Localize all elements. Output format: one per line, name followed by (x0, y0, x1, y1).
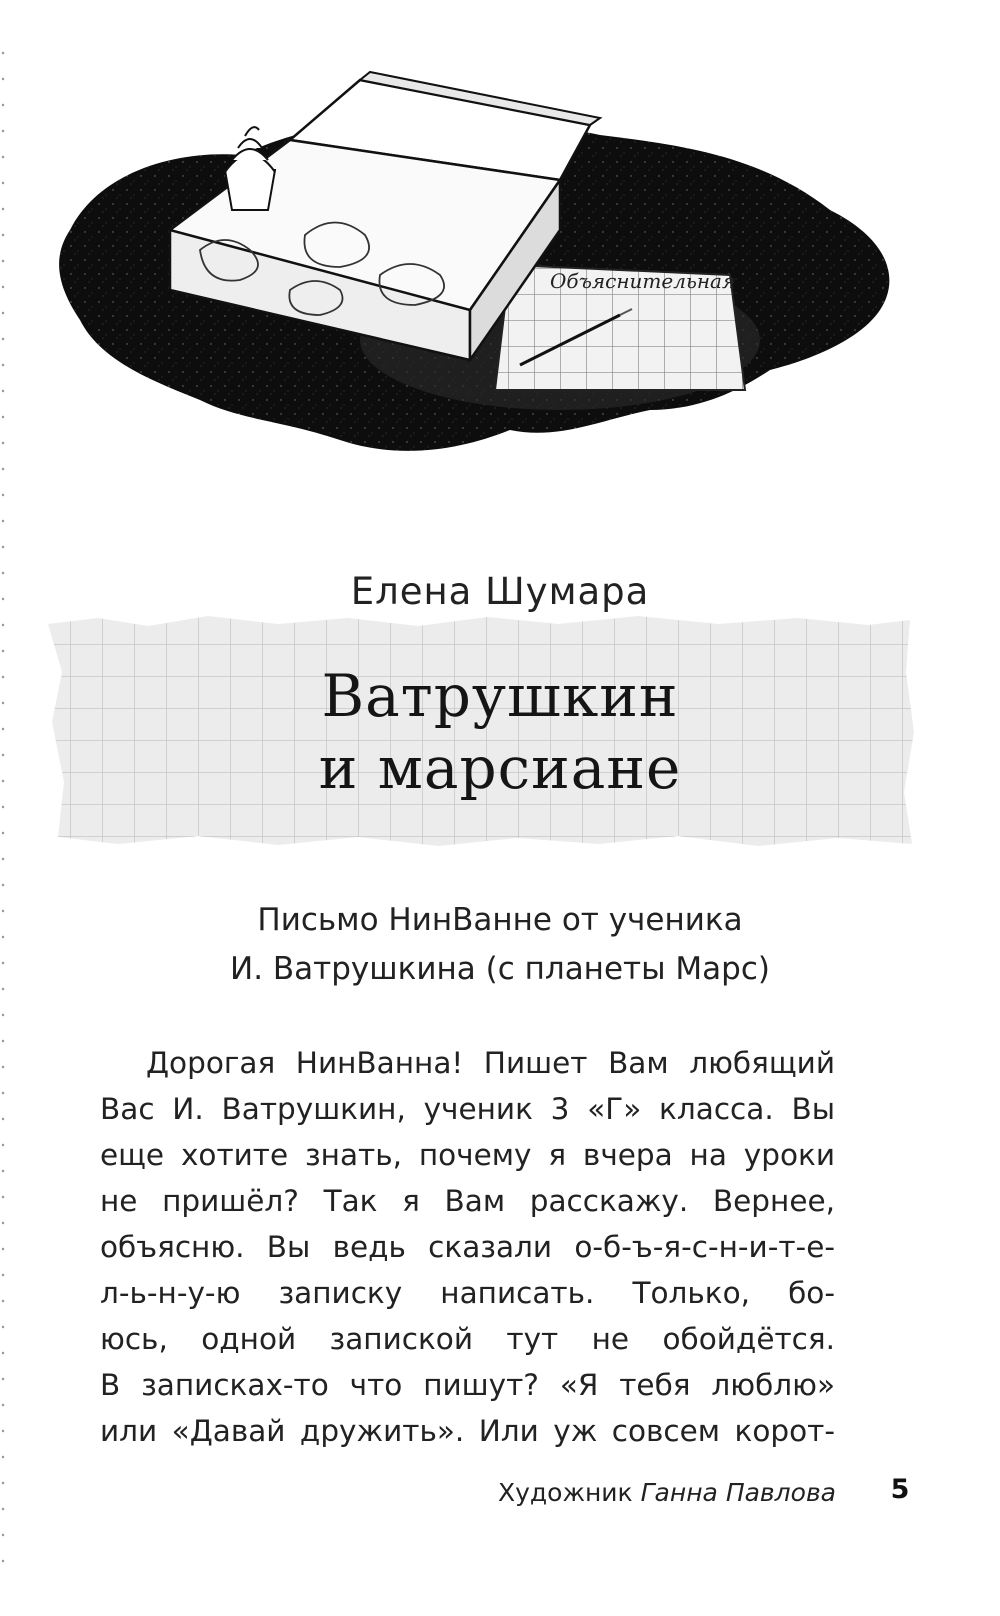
page-number: 5 (890, 1474, 910, 1505)
body-line: объясню. Вы ведь сказали о-б-ъ-я-с-н-и-т-е- (100, 1230, 835, 1264)
author-name: Елена Шумара (350, 570, 650, 613)
artist-name: Ганна Павлова (640, 1478, 836, 1507)
body-line: Вас И. Ватрушкин, ученик 3 «Г» класса. Вы (100, 1092, 835, 1126)
note-heading: Объяснительная (550, 269, 736, 293)
body-line: л-ь-н-у-ю записку написать. Только, бо- (100, 1276, 835, 1310)
body-line: В записках-то что пишут? «Я тебя люблю» (100, 1368, 835, 1402)
body-line: не пришёл? Так я Вам расскажу. Вернее, (100, 1184, 835, 1218)
title-line-2: и марсиане (318, 734, 682, 802)
body-line: юсь, одной запиской тут не обойдётся. (100, 1322, 835, 1356)
illustration-pastry-box (40, 60, 920, 490)
margin-dots (0, 40, 6, 1580)
subtitle-line-1: Письмо НинВанне от ученика (257, 902, 743, 938)
book-title (0, 660, 1000, 804)
body-line: еще хотите знать, почему я вчера на уроки (100, 1138, 835, 1172)
chapter-subtitle (0, 896, 1000, 994)
cupcake (225, 127, 275, 210)
body-paragraph (100, 1040, 835, 1454)
explanatory-note (495, 265, 745, 390)
artist-credit (470, 1478, 836, 1507)
body-line: Дорогая НинВанна! Пишет Вам любящий (146, 1046, 835, 1080)
title-line-1: Ватрушкин (321, 662, 679, 730)
artist-label: Художник (497, 1478, 633, 1507)
body-line: или «Давай дружить». Или уж совсем корот- (100, 1414, 835, 1448)
subtitle-line-2: И. Ватрушкина (с планеты Марс) (230, 951, 770, 987)
